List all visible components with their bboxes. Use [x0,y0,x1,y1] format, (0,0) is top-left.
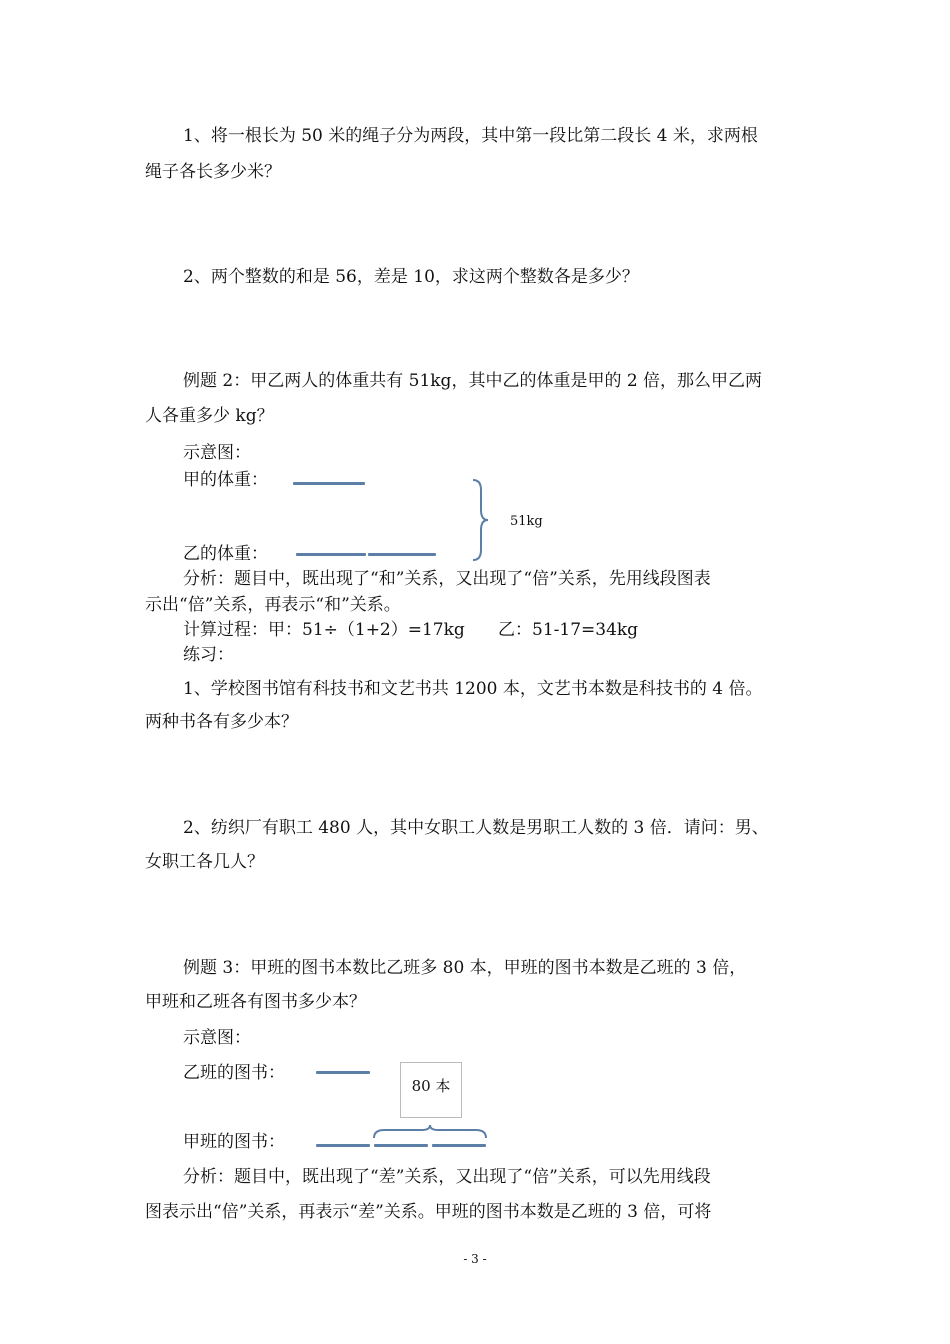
calculation-jia: 计算过程：甲：51÷（1+2）=17kg [183,620,465,640]
practice-title: 练习： [183,645,234,665]
segment-jia-books-part3 [432,1144,486,1147]
calculation-yi: 乙：51-17=34kg [498,620,639,640]
practice-question-1-line1: 1、将一根长为 50 米的绳子分为两段，其中第一段比第二段长 4 米，求两根 [183,126,758,146]
practice-question-1-line2: 绳子各长多少米？ [145,162,281,182]
example-2-line2: 人各重多少 kg？ [145,406,274,426]
label-yi-weight: 乙的体重： [183,544,268,564]
example-3-line1: 例题 3：甲班的图书本数比乙班多 80 本，甲班的图书本数是乙班的 3 倍， [183,958,747,978]
segment-jia [293,482,365,485]
page-number: - 3 - [463,1252,487,1266]
curly-brace-icon [470,478,490,562]
diagram-3-title: 示意图： [183,1028,251,1048]
analysis-3-line2: 图表示出“倍”关系，再表示“差”关系。甲班的图书本数是乙班的 3 倍，可将 [145,1202,712,1222]
segment-yi-part1 [296,553,366,556]
analysis-3-line1: 分析：题目中，既出现了“差”关系，又出现了“倍”关系，可以先用线段 [183,1167,711,1187]
segment-yi-part2 [368,553,436,556]
segment-yi-books [316,1071,370,1074]
analysis-2-line1: 分析：题目中，既出现了“和”关系，又出现了“倍”关系，先用线段图表 [183,569,711,589]
practice2-question-1-line2: 两种书各有多少本？ [145,712,298,732]
total-weight-label: 51kg [510,514,543,529]
segment-jia-books-part2 [374,1144,428,1147]
practice2-question-2-line1: 2、纺织厂有职工 480 人，其中女职工人数是男职工人数的 3 倍．请问：男、 [183,818,769,838]
difference-box [400,1062,462,1118]
analysis-2-line2: 示出“倍”关系，再表示“和”关系。 [145,595,401,615]
example-2-line1: 例题 2：甲乙两人的体重共有 51kg，其中乙的体重是甲的 2 倍，那么甲乙两 [183,371,763,391]
label-jia-weight: 甲的体重： [183,470,268,490]
difference-label: 80 本 [411,1077,451,1095]
practice2-question-2-line2: 女职工各几人？ [145,852,264,872]
practice2-question-1-line1: 1、学校图书馆有科技书和文艺书共 1200 本，文艺书本数是科技书的 4 倍。 [183,679,763,699]
practice-question-2: 2、两个整数的和是 56，差是 10，求这两个整数各是多少？ [183,267,639,287]
segment-jia-books-part1 [316,1144,370,1147]
diagram-title: 示意图： [183,443,251,463]
label-yi-books: 乙班的图书： [183,1063,285,1083]
label-jia-books: 甲班的图书： [183,1132,285,1152]
example-3-line2: 甲班和乙班各有图书多少本？ [145,992,366,1012]
bracket-icon [372,1124,490,1140]
